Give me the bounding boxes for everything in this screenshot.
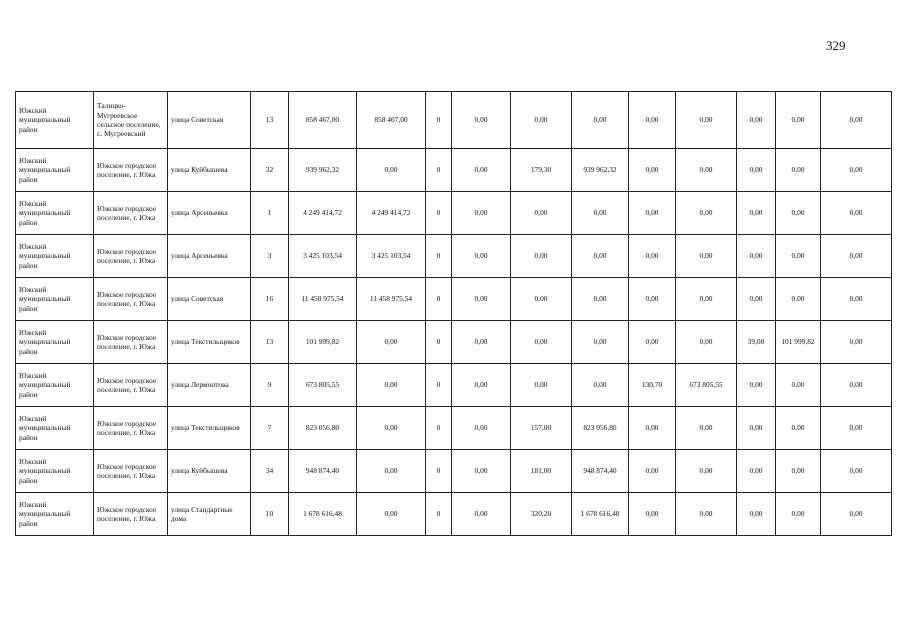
value-cell: 0,00 — [572, 92, 629, 149]
value-cell: 0,00 — [572, 364, 629, 407]
house-number-cell: 10 — [251, 493, 289, 536]
settlement-cell: Южское городское поселение, г. Южа — [94, 278, 168, 321]
value-cell: 0,00 — [776, 192, 821, 235]
table-row — [16, 92, 892, 149]
roof-repair-cost-cell: 0,00 — [357, 149, 426, 192]
area-cell: 320,20 — [511, 493, 572, 536]
table-row — [16, 450, 892, 493]
house-number-cell: 13 — [251, 92, 289, 149]
street-cell: улица Лермонтова — [168, 364, 251, 407]
count-cell: 0 — [426, 149, 452, 192]
value-cell: 0,00 — [676, 92, 737, 149]
area-cell: 0,00 — [737, 192, 776, 235]
area-cell: 0,00 — [629, 149, 676, 192]
value-cell: 0,00 — [452, 235, 511, 278]
value-cell: 0,00 — [452, 192, 511, 235]
settlement-cell: Южское городское поселение, г. Южа — [94, 450, 168, 493]
count-cell: 0 — [426, 450, 452, 493]
house-number-cell: 16 — [251, 278, 289, 321]
area-cell: 0,00 — [629, 493, 676, 536]
area-cell: 130,70 — [629, 364, 676, 407]
area-cell: 0,00 — [511, 321, 572, 364]
value-cell: 0,00 — [821, 278, 892, 321]
area-cell: 0,00 — [629, 407, 676, 450]
count-cell: 0 — [426, 278, 452, 321]
value-cell: 0,00 — [676, 235, 737, 278]
roof-repair-cost-cell: 3 425 103,54 — [357, 235, 426, 278]
table-row — [16, 278, 892, 321]
total-cost-cell: 101 999,82 — [289, 321, 357, 364]
value-cell: 0,00 — [452, 493, 511, 536]
value-cell: 0,00 — [821, 192, 892, 235]
area-cell: 157,00 — [511, 407, 572, 450]
total-cost-cell: 11 458 975,54 — [289, 278, 357, 321]
total-cost-cell: 4 249 414,72 — [289, 192, 357, 235]
table-row — [16, 321, 892, 364]
area-cell: 0,00 — [629, 192, 676, 235]
settlement-cell: Южское городское поселение, г. Южа — [94, 407, 168, 450]
district-cell: Южский муниципальный район — [16, 235, 94, 278]
value-cell: 0,00 — [452, 364, 511, 407]
house-number-cell: 3 — [251, 235, 289, 278]
street-cell: улица Текстильщиков — [168, 407, 251, 450]
house-number-cell: 1 — [251, 192, 289, 235]
area-cell: 0,00 — [737, 407, 776, 450]
area-cell: 0,00 — [629, 278, 676, 321]
value-cell: 1 678 616,48 — [572, 493, 629, 536]
roof-repair-cost-cell: 0,00 — [357, 364, 426, 407]
table-body — [16, 92, 892, 536]
settlement-cell: Южское городское поселение, г. Южа — [94, 364, 168, 407]
district-cell: Южский муниципальный район — [16, 149, 94, 192]
area-cell: 0,00 — [737, 364, 776, 407]
street-cell: улица Стандартные дома — [168, 493, 251, 536]
count-cell: 0 — [426, 493, 452, 536]
table-row — [16, 192, 892, 235]
value-cell: 0,00 — [821, 450, 892, 493]
house-number-cell: 9 — [251, 364, 289, 407]
value-cell: 0,00 — [452, 149, 511, 192]
district-cell: Южский муниципальный район — [16, 364, 94, 407]
value-cell: 0,00 — [821, 149, 892, 192]
value-cell: 101 999,82 — [776, 321, 821, 364]
value-cell: 823 056,80 — [572, 407, 629, 450]
value-cell: 0,00 — [676, 493, 737, 536]
street-cell: улица Текстильщиков — [168, 321, 251, 364]
area-cell: 0,00 — [629, 321, 676, 364]
area-cell: 181,00 — [511, 450, 572, 493]
area-cell: 0,00 — [511, 278, 572, 321]
value-cell: 0,00 — [452, 278, 511, 321]
value-cell: 0,00 — [776, 493, 821, 536]
area-cell: 179,30 — [511, 149, 572, 192]
house-number-cell: 34 — [251, 450, 289, 493]
street-cell: улица Советская — [168, 278, 251, 321]
area-cell: 0,00 — [737, 235, 776, 278]
area-cell: 0,00 — [511, 235, 572, 278]
settlement-cell: Южское городское поселение, г. Южа — [94, 235, 168, 278]
total-cost-cell: 1 678 616,48 — [289, 493, 357, 536]
value-cell: 0,00 — [572, 192, 629, 235]
value-cell: 673 805,55 — [676, 364, 737, 407]
value-cell: 0,00 — [776, 92, 821, 149]
value-cell: 0,00 — [676, 407, 737, 450]
value-cell: 0,00 — [776, 450, 821, 493]
value-cell: 0,00 — [776, 149, 821, 192]
value-cell: 0,00 — [776, 407, 821, 450]
value-cell: 0,00 — [821, 493, 892, 536]
total-cost-cell: 3 425 103,54 — [289, 235, 357, 278]
table-row — [16, 407, 892, 450]
area-cell: 0,00 — [511, 192, 572, 235]
value-cell: 0,00 — [452, 92, 511, 149]
area-cell: 0,00 — [737, 149, 776, 192]
value-cell: 0,00 — [676, 149, 737, 192]
value-cell: 0,00 — [452, 450, 511, 493]
house-number-cell: 7 — [251, 407, 289, 450]
value-cell: 948 874,40 — [572, 450, 629, 493]
settlement-cell: Южское городское поселение, г. Южа — [94, 149, 168, 192]
count-cell: 0 — [426, 192, 452, 235]
count-cell: 0 — [426, 407, 452, 450]
area-cell: 39,00 — [737, 321, 776, 364]
street-cell: улица Арсеньевка — [168, 235, 251, 278]
street-cell: улица Советская — [168, 92, 251, 149]
roof-repair-cost-cell: 0,00 — [357, 321, 426, 364]
table-row — [16, 149, 892, 192]
area-cell: 0,00 — [629, 92, 676, 149]
value-cell: 0,00 — [676, 192, 737, 235]
value-cell: 0,00 — [821, 407, 892, 450]
roof-repair-cost-cell: 11 458 975,54 — [357, 278, 426, 321]
house-number-cell: 13 — [251, 321, 289, 364]
count-cell: 0 — [426, 321, 452, 364]
value-cell: 0,00 — [452, 321, 511, 364]
table-row — [16, 235, 892, 278]
area-cell: 0,00 — [629, 235, 676, 278]
value-cell: 0,00 — [452, 407, 511, 450]
value-cell: 0,00 — [821, 235, 892, 278]
district-cell: Южский муниципальный район — [16, 407, 94, 450]
district-cell: Южский муниципальный район — [16, 92, 94, 149]
value-cell: 0,00 — [821, 321, 892, 364]
area-cell: 0,00 — [737, 450, 776, 493]
roof-repair-cost-cell: 0,00 — [357, 407, 426, 450]
area-cell: 0,00 — [629, 450, 676, 493]
roof-repair-cost-cell: 0,00 — [357, 450, 426, 493]
settlement-cell: Южское городское поселение, г. Южа — [94, 321, 168, 364]
value-cell: 0,00 — [572, 235, 629, 278]
housing-program-table — [15, 91, 892, 536]
total-cost-cell: 948 874,40 — [289, 450, 357, 493]
house-number-cell: 32 — [251, 149, 289, 192]
total-cost-cell: 858 467,00 — [289, 92, 357, 149]
count-cell: 0 — [426, 92, 452, 149]
count-cell: 0 — [426, 235, 452, 278]
value-cell: 0,00 — [676, 278, 737, 321]
roof-repair-cost-cell: 4 249 414,72 — [357, 192, 426, 235]
roof-repair-cost-cell: 0,00 — [357, 493, 426, 536]
area-cell: 0,00 — [737, 493, 776, 536]
table-row — [16, 493, 892, 536]
settlement-cell: Южское городское поселение, г. Южа — [94, 192, 168, 235]
value-cell: 0,00 — [776, 235, 821, 278]
district-cell: Южский муниципальный район — [16, 278, 94, 321]
area-cell: 0,00 — [737, 278, 776, 321]
table-row — [16, 364, 892, 407]
value-cell: 0,00 — [776, 364, 821, 407]
area-cell: 0,00 — [737, 92, 776, 149]
street-cell: улица Куйбышева — [168, 149, 251, 192]
value-cell: 0,00 — [676, 450, 737, 493]
value-cell: 0,00 — [676, 321, 737, 364]
district-cell: Южский муниципальный район — [16, 192, 94, 235]
street-cell: улица Куйбышева — [168, 450, 251, 493]
area-cell: 0,00 — [511, 364, 572, 407]
district-cell: Южский муниципальный район — [16, 321, 94, 364]
page-number: 329 — [826, 38, 846, 53]
district-cell: Южский муниципальный район — [16, 493, 94, 536]
count-cell: 0 — [426, 364, 452, 407]
value-cell: 0,00 — [572, 278, 629, 321]
value-cell: 939 962,32 — [572, 149, 629, 192]
settlement-cell: Талицко-Мугреевское сельское поселение, с. Мугреевский — [94, 92, 168, 149]
total-cost-cell: 673 805,55 — [289, 364, 357, 407]
total-cost-cell: 939 962,32 — [289, 149, 357, 192]
value-cell: 0,00 — [572, 321, 629, 364]
value-cell: 0,00 — [821, 92, 892, 149]
value-cell: 0,00 — [821, 364, 892, 407]
district-cell: Южский муниципальный район — [16, 450, 94, 493]
value-cell: 0,00 — [776, 278, 821, 321]
street-cell: улица Арсеньевка — [168, 192, 251, 235]
settlement-cell: Южское городское поселение, г. Южа — [94, 493, 168, 536]
roof-repair-cost-cell: 858 467,00 — [357, 92, 426, 149]
total-cost-cell: 823 056,80 — [289, 407, 357, 450]
area-cell: 0,00 — [511, 92, 572, 149]
